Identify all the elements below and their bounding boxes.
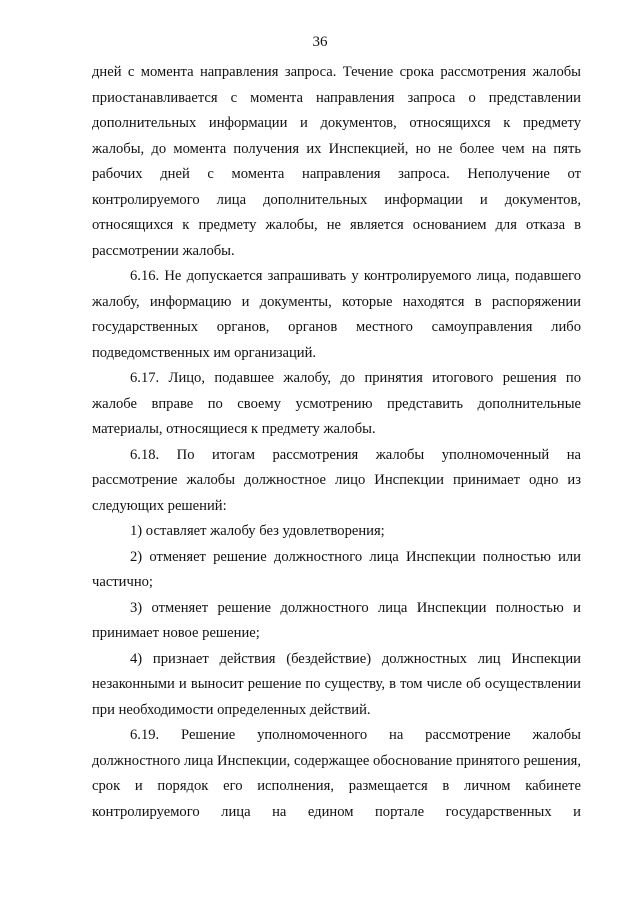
paragraph-6-16: 6.16. Не допускается запрашивать у контролируемого лица, подавшего жалобу, информацию и документы, которые находятся в распоряжении государственных органов, органов местного самоуправления либо подведомственных им организаций. <box>92 268 581 361</box>
paragraph-6-19: 6.19. Решение уполномоченного на рассмотрение жалобы должностного лица Инспекции, содержащее обоснование принятого решения, срок и порядок его исполнения, размещается в личном кабинете контролируемого лица на едином портале государственных и <box>92 727 581 820</box>
paragraph-continuation: дней с момента направления запроса. Течение срока рассмотрения жалобы приостанавливается с момента направления запроса о представлении дополнительных информации и документов, относящихся к предмету жалобы, до момента получения их Инспекцией, но не более чем на пять рабочих дней с момента направления запроса. Неполучение от контролируемого лица дополнительных информации и документов, относящихся к предмету жалобы, не является основанием для отказа в рассмотрении жалобы. <box>92 64 581 259</box>
list-item-3: 3) отменяет решение должностного лица Инспекции полностью и принимает новое решение; <box>92 599 581 641</box>
list-item-4: 4) признает действия (бездействие) должностных лиц Инспекции незаконными и выносит решение по существу, в том числе об осуществлении при необходимости определенных действий. <box>92 650 581 718</box>
list-item-2: 2) отменяет решение должностного лица Инспекции полностью или частично; <box>92 548 581 590</box>
list-item-1: 1) оставляет жалобу без удовлетворения; <box>130 523 385 539</box>
page-number: 36 <box>312 34 328 50</box>
document-body <box>92 60 581 825</box>
paragraph-6-17: 6.17. Лицо, подавшее жалобу, до принятия итогового решения по жалобе вправе по своему усмотрению представить дополнительные материалы, относящиеся к предмету жалобы. <box>92 370 581 437</box>
paragraph-6-18: 6.18. По итогам рассмотрения жалобы уполномоченный на рассмотрение жалобы должностное лицо Инспекции принимает одно из следующих решений: <box>92 446 581 514</box>
